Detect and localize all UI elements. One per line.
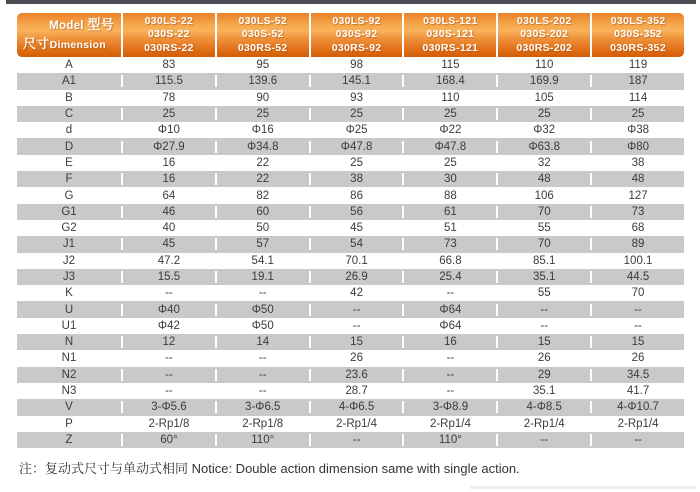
dimension-value-cell: 25 [496, 108, 590, 120]
dimension-value-cell: Φ25 [309, 124, 403, 136]
table-row [17, 220, 684, 236]
dimension-value-cell: 73 [402, 238, 496, 250]
model-header-row [17, 13, 684, 57]
dimension-value-cell: 2-Rp1/4 [402, 418, 496, 430]
notice-text: 注：复动式尺寸与单动式相同 Notice: Double action dimension same with single action. [19, 461, 520, 476]
dimension-value-cell: 64 [121, 190, 215, 202]
dimension-value-cell: 3-Φ8.9 [402, 401, 496, 413]
dimension-value-cell: 110 [402, 92, 496, 104]
dimension-value-cell: 15 [309, 336, 403, 348]
dimension-value-cell: 66.8 [402, 255, 496, 267]
table-row [17, 253, 684, 269]
dimension-value-cell: -- [215, 385, 309, 397]
dimension-value-cell: 3-Φ6.5 [215, 401, 309, 413]
model-code: 030S-202 [520, 28, 569, 41]
row-label: U1 [61, 319, 77, 332]
dimension-value-cell: 127 [590, 190, 684, 202]
model-code: 030S-352 [614, 28, 663, 41]
dimension-value-cell: Φ50 [215, 304, 309, 316]
table-row [17, 90, 684, 106]
dimension-value-cell: 187 [590, 75, 684, 87]
dimension-value-cell: -- [309, 434, 403, 446]
dimension-value-cell: 114 [590, 92, 684, 104]
dimension-value-cell: 51 [402, 222, 496, 234]
row-label: K [65, 287, 73, 300]
model-header-cell [217, 13, 309, 57]
dimension-value-cell: -- [496, 320, 590, 332]
row-label: E [65, 156, 73, 169]
dimension-value-cell: 70 [496, 206, 590, 218]
dimension-table-body [17, 57, 684, 448]
dimension-value-cell: 57 [215, 238, 309, 250]
dimension-value-cell: 4-Φ10.7 [590, 401, 684, 413]
dimension-value-cell: 40 [121, 222, 215, 234]
dimension-value-cell: -- [121, 287, 215, 299]
dimension-value-cell: 110° [215, 434, 309, 446]
dimension-value-cell: Φ50 [215, 320, 309, 332]
dimension-value-cell: 16 [121, 173, 215, 185]
dimension-value-cell: 41.7 [590, 385, 684, 397]
dimension-value-cell: Φ34.8 [215, 141, 309, 153]
dimension-value-cell: 25 [402, 108, 496, 120]
table-row [17, 416, 684, 432]
dimension-value-cell: 54 [309, 238, 403, 250]
dimension-value-cell: 106 [496, 190, 590, 202]
dimension-value-cell: Φ16 [215, 124, 309, 136]
dimension-value-cell: 115 [402, 59, 496, 71]
dimension-value-cell: 100.1 [590, 255, 684, 267]
table-row [17, 57, 684, 73]
dimension-value-cell: 73 [590, 206, 684, 218]
dimension-value-cell: -- [590, 320, 684, 332]
dimension-value-cell: 26 [590, 352, 684, 364]
dimension-value-cell: -- [590, 304, 684, 316]
dimension-value-cell: 68 [590, 222, 684, 234]
dimension-value-cell: 25.4 [402, 271, 496, 283]
model-code: 030RS-22 [144, 41, 194, 54]
dimension-value-cell: 90 [215, 92, 309, 104]
table-row [17, 187, 684, 203]
dimension-value-cell: -- [309, 320, 403, 332]
dimension-value-cell: 54.1 [215, 255, 309, 267]
row-label: N1 [61, 352, 77, 365]
dimension-value-cell: 26 [496, 352, 590, 364]
dimension-value-cell: -- [402, 385, 496, 397]
dimension-en-label: Dimension [49, 38, 106, 51]
dimension-value-cell: 19.1 [215, 271, 309, 283]
dimension-value-cell: 42 [309, 287, 403, 299]
model-cjk-label: 型号 [87, 17, 114, 32]
model-code: 030LS-352 [610, 14, 666, 27]
model-code: 030LS-121 [423, 14, 478, 27]
table-row [17, 122, 684, 138]
dimension-value-cell: 16 [402, 336, 496, 348]
dimension-value-cell: 25 [309, 157, 403, 169]
dimension-value-cell: 2-Rp1/4 [590, 418, 684, 430]
row-label: U [64, 303, 74, 316]
dimension-value-cell: 30 [402, 173, 496, 185]
table-row [17, 204, 684, 220]
model-header-cell [404, 13, 496, 57]
corner-model-label [49, 18, 114, 33]
dimension-value-cell: -- [121, 352, 215, 364]
row-label: D [64, 140, 74, 153]
row-label: d [65, 124, 73, 137]
model-header-cell [498, 13, 590, 57]
dimension-value-cell: 55 [496, 287, 590, 299]
table-row [17, 106, 684, 122]
dimension-value-cell: 2-Rp1/8 [215, 418, 309, 430]
dimension-value-cell: 14 [215, 336, 309, 348]
dimension-value-cell: 22 [215, 173, 309, 185]
dimension-value-cell: 169.9 [496, 75, 590, 87]
dimension-value-cell: 34.5 [590, 369, 684, 381]
row-label: V [65, 401, 73, 414]
row-label: F [65, 173, 73, 186]
dimension-value-cell: 26.9 [309, 271, 403, 283]
dimension-value-cell: 2-Rp1/4 [496, 418, 590, 430]
dimension-value-cell: 50 [215, 222, 309, 234]
dimension-value-cell: 48 [496, 173, 590, 185]
dimension-value-cell: 105 [496, 92, 590, 104]
dimension-value-cell: 60° [121, 434, 215, 446]
dimension-value-cell: Φ47.8 [309, 141, 403, 153]
dimension-value-cell: Φ22 [402, 124, 496, 136]
dimension-value-cell: 88 [402, 190, 496, 202]
table-row [17, 432, 684, 448]
table-row [17, 318, 684, 334]
dimension-value-cell: -- [402, 369, 496, 381]
dimension-value-cell: 139.6 [215, 75, 309, 87]
row-label: G [64, 189, 74, 202]
dimension-value-cell: -- [309, 304, 403, 316]
bottom-faint-strip [470, 486, 696, 489]
dimension-value-cell: 48 [590, 173, 684, 185]
model-header-cell [123, 13, 215, 57]
dimension-value-cell: Φ64 [402, 320, 496, 332]
model-code: 030RS-121 [422, 41, 479, 54]
dimension-value-cell: 25 [309, 108, 403, 120]
dimension-value-cell: 82 [215, 190, 309, 202]
dimension-value-cell: 15 [496, 336, 590, 348]
dimension-value-cell: Φ27.9 [121, 141, 215, 153]
row-label: B [65, 91, 73, 104]
row-label: C [64, 108, 74, 121]
dimension-value-cell: 70 [590, 287, 684, 299]
dimension-value-cell: 16 [121, 157, 215, 169]
dimension-value-cell: Φ47.8 [402, 141, 496, 153]
model-header-cell [592, 13, 684, 57]
dimension-value-cell: 22 [215, 157, 309, 169]
dimension-value-cell: 168.4 [402, 75, 496, 87]
dimension-value-cell: 38 [309, 173, 403, 185]
row-label: N2 [61, 368, 77, 381]
table-row [17, 236, 684, 252]
table-row [17, 301, 684, 317]
dimension-value-cell: 4-Φ8.5 [496, 401, 590, 413]
table-row [17, 269, 684, 285]
dimension-spec-table [17, 13, 684, 448]
table-row [17, 399, 684, 415]
dimension-value-cell: 12 [121, 336, 215, 348]
dimension-value-cell: -- [215, 352, 309, 364]
table-row [17, 334, 684, 350]
model-code: 030LS-22 [144, 14, 194, 27]
dimension-value-cell: 86 [309, 190, 403, 202]
model-code: 030S-22 [148, 28, 190, 41]
dimension-value-cell: Φ38 [590, 124, 684, 136]
model-code: 030S-121 [426, 28, 475, 41]
table-row [17, 350, 684, 366]
dimension-value-cell: 38 [590, 157, 684, 169]
model-en-label: Model [49, 20, 84, 32]
row-label: A [65, 59, 73, 72]
model-code: 030LS-92 [332, 14, 381, 27]
dimension-value-cell: 26 [309, 352, 403, 364]
row-label: G1 [61, 205, 77, 218]
dimension-value-cell: 119 [590, 59, 684, 71]
dimension-value-cell: 55 [496, 222, 590, 234]
row-label: A1 [61, 75, 77, 88]
dimension-value-cell: 56 [309, 206, 403, 218]
table-row [17, 367, 684, 383]
dimension-cjk-label: 尺寸 [23, 35, 50, 51]
dimension-value-cell: 70.1 [309, 255, 403, 267]
dimension-value-cell: 23.6 [309, 369, 403, 381]
dimension-value-cell: Φ64 [402, 304, 496, 316]
dimension-value-cell: 115.5 [121, 75, 215, 87]
model-code: 030RS-352 [610, 41, 666, 54]
row-label: J3 [62, 271, 76, 283]
dimension-value-cell: -- [121, 369, 215, 381]
dimension-value-cell: -- [215, 369, 309, 381]
dimension-value-cell: 25 [121, 108, 215, 120]
dimension-value-cell: Φ32 [496, 124, 590, 136]
dimension-value-cell: 78 [121, 92, 215, 104]
dimension-value-cell: 61 [402, 206, 496, 218]
top-border-bar [6, 0, 696, 4]
dimension-value-cell: 35.1 [496, 385, 590, 397]
model-code: 030RS-52 [237, 41, 288, 54]
dimension-value-cell: 95 [215, 59, 309, 71]
dimension-value-cell: 29 [496, 369, 590, 381]
table-corner-cell [17, 13, 121, 57]
dimension-value-cell: 45 [309, 222, 403, 234]
dimension-value-cell: -- [402, 352, 496, 364]
model-header-cell [311, 13, 403, 57]
table-row [17, 138, 684, 154]
dimension-value-cell: 15.5 [121, 271, 215, 283]
dimension-value-cell: 25 [590, 108, 684, 120]
dimension-value-cell: 145.1 [309, 75, 403, 87]
dimension-value-cell: -- [402, 287, 496, 299]
dimension-value-cell: 89 [590, 238, 684, 250]
model-code: 030RS-202 [516, 41, 573, 54]
dimension-value-cell: 25 [215, 108, 309, 120]
dimension-value-cell: 60 [215, 206, 309, 218]
dimension-value-cell: 83 [121, 59, 215, 71]
dimension-value-cell: 110 [496, 59, 590, 71]
table-row [17, 171, 684, 187]
table-row [17, 155, 684, 171]
dimension-value-cell: -- [590, 434, 684, 446]
dimension-value-cell: 28.7 [309, 385, 403, 397]
model-code: 030LS-52 [238, 14, 287, 27]
dimension-value-cell: 85.1 [496, 255, 590, 267]
dimension-value-cell: 110° [402, 434, 496, 446]
dimension-value-cell: 46 [121, 206, 215, 218]
dimension-value-cell: 35.1 [496, 271, 590, 283]
dimension-value-cell: Φ63.8 [496, 141, 590, 153]
row-label: J2 [62, 254, 76, 267]
model-code: 030S-92 [335, 28, 378, 41]
dimension-value-cell: Φ80 [590, 141, 684, 153]
dimension-value-cell: Φ10 [121, 124, 215, 136]
dimension-value-cell: 93 [309, 92, 403, 104]
dimension-value-cell: 3-Φ5.6 [121, 401, 215, 413]
dimension-value-cell: 25 [402, 157, 496, 169]
dimension-value-cell: -- [121, 385, 215, 397]
dimension-value-cell: -- [496, 434, 590, 446]
dimension-value-cell: 2-Rp1/4 [309, 418, 403, 430]
dimension-value-cell: Φ40 [121, 304, 215, 316]
dimension-value-cell: 47.2 [121, 255, 215, 267]
dimension-value-cell: -- [496, 304, 590, 316]
dimension-value-cell: -- [215, 287, 309, 299]
dimension-value-cell: 98 [309, 59, 403, 71]
row-label: G2 [61, 222, 77, 235]
table-row [17, 383, 684, 399]
dimension-value-cell: 70 [496, 238, 590, 250]
row-label: Z [65, 433, 73, 446]
table-row [17, 285, 684, 301]
dimension-value-cell: 44.5 [590, 271, 684, 283]
model-code: 030S-52 [241, 28, 284, 41]
row-label: N3 [61, 385, 77, 398]
table-row [17, 73, 684, 89]
dimension-value-cell: 45 [121, 238, 215, 250]
dimension-value-cell: 4-Φ6.5 [309, 401, 403, 413]
row-label: N [64, 336, 74, 349]
model-code: 030RS-92 [331, 41, 382, 54]
dimension-value-cell: Φ42 [121, 320, 215, 332]
row-label: J1 [62, 238, 76, 251]
corner-dimension-label [23, 37, 106, 52]
dimension-value-cell: 32 [496, 157, 590, 169]
row-label: P [65, 417, 73, 430]
model-code: 030LS-202 [516, 14, 572, 27]
dimension-value-cell: 2-Rp1/8 [121, 418, 215, 430]
dimension-value-cell: 15 [590, 336, 684, 348]
